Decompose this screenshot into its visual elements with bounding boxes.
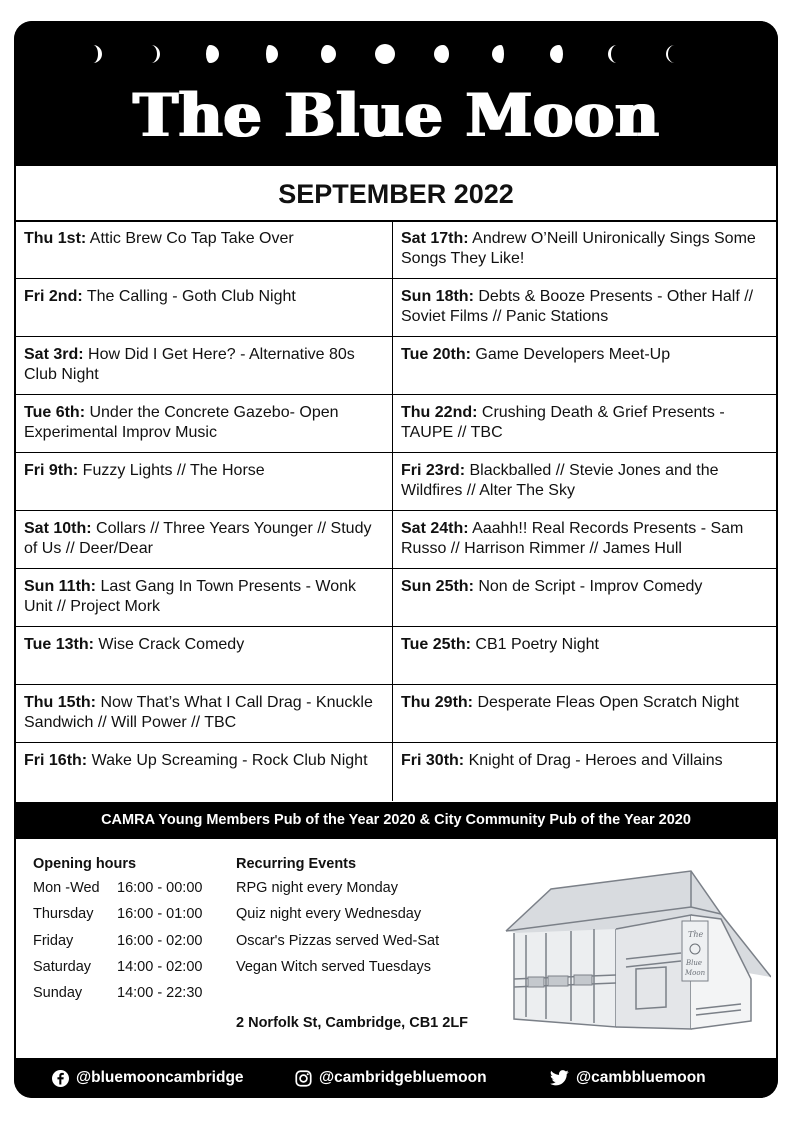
event-date: Sun 18th: [401,288,474,305]
moon-last-quarter-icon [490,43,512,65]
hours-time: 14:00 - 02:00 [117,958,203,975]
hours-time: 14:00 - 22:30 [117,985,203,1002]
event-title: Wise Crack Comedy [93,636,245,653]
events-grid [16,221,776,801]
event-title: Debts & Booze Presents - Other Half // Soviet Films // Panic Stations [401,288,754,325]
address: 2 Norfolk St, Cambridge, CB1 2LF [236,1015,469,1031]
moon-waning-crescent-icon [664,43,686,65]
moon-waxing-gibbous-icon [316,43,338,65]
event-cell [393,395,776,453]
event-title: CB1 Poetry Night [470,636,599,653]
event-date: Tue 13th: [24,636,94,653]
hours-day: Mon -Wed [33,880,100,896]
event-date: Sat 17th: [401,230,469,247]
event-date: Fri 16th: [24,752,88,769]
event-date: Fri 2nd: [24,288,83,305]
event-cell [393,279,776,337]
opening-hours [33,856,233,1011]
event-date: Sun 25th: [401,578,474,595]
event-cell [16,279,393,337]
event-cell [16,511,393,569]
moon-last-quarter-icon [548,43,570,65]
event-cell [393,337,776,395]
twitter-link[interactable] [550,1058,706,1098]
facebook-handle: @bluemooncambridge [76,1069,244,1086]
instagram-handle: @cambridgebluemoon [319,1069,487,1086]
event-date: Tue 20th: [401,346,471,363]
twitter-handle: @cambbluemoon [576,1069,706,1086]
moon-full-icon [374,43,396,65]
svg-text:Blue: Blue [686,959,703,967]
event-cell [393,627,776,685]
event-cell [16,337,393,395]
header [14,21,778,166]
instagram-icon [295,1070,312,1087]
hours-row [33,906,233,932]
event-title: Aaahh!! Real Records Presents - Sam Russo // Harrison Rimmer // James Hull [401,520,744,557]
recurring-item: Vegan Witch served Tuesdays [236,958,432,975]
event-date: Fri 23rd: [401,462,466,479]
moon-waxing-crescent-icon [82,43,104,65]
pub-sign-text: The [688,930,704,939]
event-title: How Did I Get Here? - Alternative 80s Club Night [24,346,355,383]
recurring-item: Oscar's Pizzas served Wed-Sat [236,932,440,949]
recurring-events [236,856,496,985]
moon-waning-gibbous-icon [432,43,454,65]
event-title: Desperate Fleas Open Scratch Night [473,694,739,711]
moon-first-quarter-icon [258,43,280,65]
event-title: Andrew O’Neill Unironically Sings Some Songs They Like! [401,230,756,267]
twitter-icon [550,1070,569,1086]
facebook-link[interactable] [52,1058,244,1098]
hours-day: Friday [33,932,74,949]
hours-day: Sunday [33,985,83,1002]
event-title: Fuzzy Lights // The Horse [78,462,265,479]
event-cell [393,743,776,801]
event-cell [393,221,776,279]
month-heading: SEPTEMBER 2022 [16,166,776,222]
event-title: Attic Brew Co Tap Take Over [86,230,294,247]
poster [14,21,778,1098]
event-title: Game Developers Meet-Up [470,346,671,363]
event-title: Under the Concrete Gazebo- Open Experimental Improv Music [24,404,339,441]
event-date: Sat 3rd: [24,346,84,363]
event-cell [16,569,393,627]
recurring-item: RPG night every Monday [236,880,398,896]
event-cell [393,685,776,743]
event-cell [16,743,393,801]
hours-row [33,959,233,985]
event-title: Non de Script - Improv Comedy [473,578,703,595]
moon-first-quarter-icon [199,43,221,65]
event-title: Wake Up Screaming - Rock Club Night [87,752,368,769]
moon-phases [82,43,712,69]
event-date: Thu 22nd: [401,404,478,421]
svg-text:Moon: Moon [685,969,706,977]
event-cell [393,511,776,569]
facebook-icon [52,1070,69,1087]
event-date: Sat 10th: [24,520,92,537]
event-cell [16,453,393,511]
event-cell [16,685,393,743]
pub-building-illustration [486,859,771,1034]
info-section [16,839,776,1058]
event-title: Crushing Death & Grief Presents - TAUPE // TBC [401,404,725,441]
event-date: Thu 29th: [401,694,473,711]
event-title: Collars // Three Years Younger // Study of Us // Deer/Dear [24,520,372,557]
event-title: The Calling - Goth Club Night [82,288,296,305]
event-date: Sat 24th: [401,520,469,537]
hours-row [33,985,233,1011]
event-cell [393,453,776,511]
hours-day: Thursday [33,906,94,923]
event-cell [16,221,393,279]
opening-hours-title: Opening hours [33,856,137,872]
moon-waxing-crescent-icon [140,43,162,65]
event-cell [393,569,776,627]
event-title: Blackballed // Stevie Jones and the Wildfires // Alter The Sky [401,462,719,499]
hours-time: 16:00 - 00:00 [117,880,203,896]
moon-waning-crescent-icon [606,43,628,65]
hours-time: 16:00 - 02:00 [117,932,203,949]
event-date: Sun 11th: [24,578,97,595]
recurring-item: Quiz night every Wednesday [236,906,422,923]
event-title: Last Gang In Town Presents - Wonk Unit // Project Mork [24,578,356,615]
instagram-link[interactable] [295,1058,487,1098]
hours-time: 16:00 - 01:00 [117,906,203,923]
social-footer [14,1058,778,1098]
event-title: Knight of Drag - Heroes and Villains [464,752,723,769]
venue-title: The Blue Moon [132,81,660,151]
event-cell [16,395,393,453]
hours-row [33,880,233,906]
hours-row [33,933,233,959]
event-date: Fri 30th: [401,752,465,769]
event-date: Thu 15th: [24,694,96,711]
recurring-events-title: Recurring Events [236,856,357,872]
event-cell [16,627,393,685]
event-date: Thu 1st: [24,230,87,247]
event-date: Tue 25th: [401,636,471,653]
awards-banner: CAMRA Young Members Pub of the Year 2020 & City Community Pub of the Year 2020 [16,802,776,839]
event-date: Tue 6th: [24,404,86,421]
event-date: Fri 9th: [24,462,79,479]
event-title: Now That’s What I Call Drag - Knuckle Sandwich // Will Power // TBC [24,694,373,731]
hours-day: Saturday [33,958,92,975]
